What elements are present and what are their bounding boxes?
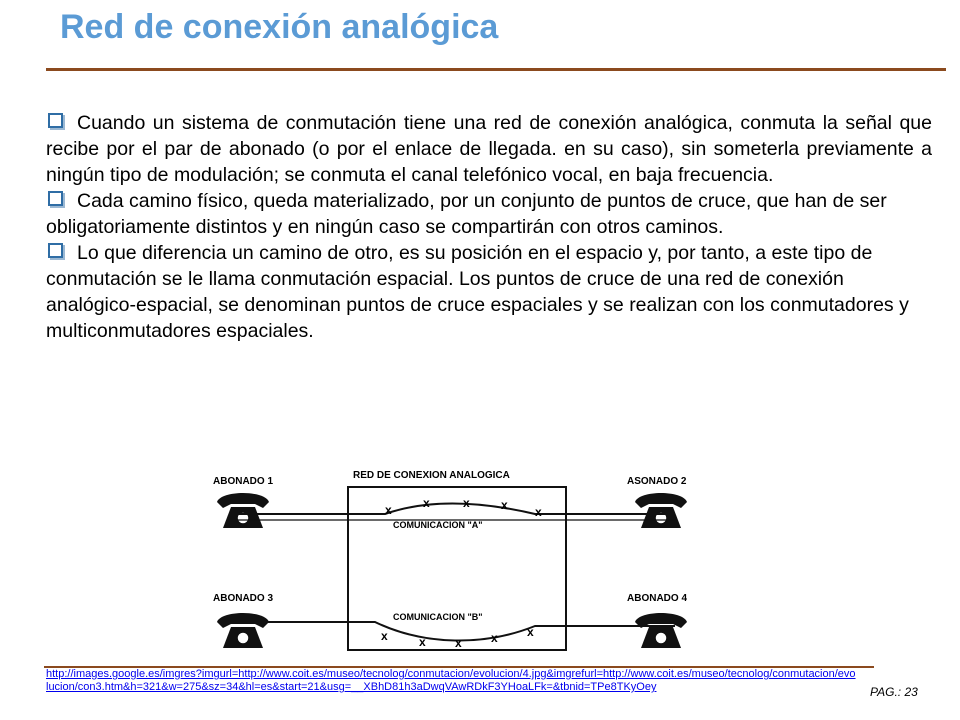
paragraph-1-text: Cuando un sistema de conmutación tiene una red de conexión analógica, conmuta la señal que recibe por el par de abonado (o por el enlace de llegada. en su caso), sin someterla previamente a ningún tipo de modulación; se conmuta el canal telefónico vocal, en baja frecuencia. [46,112,932,186]
crosspoint-marks-a: x [501,498,508,512]
phone-icon [635,613,687,648]
phone-icon [217,613,269,648]
slide-body [46,110,932,344]
slide-title: Red de conexión analógica [60,8,499,46]
crosspoint-marks-a: x [385,503,392,517]
crosspoint-marks-a: x [535,505,542,519]
subscriber-3-label: ABONADO 3 [213,593,274,604]
crosspoint-marks-b: x [527,625,534,639]
crosspoint-marks-b: x [455,636,462,650]
subscriber-1-label: ABONADO 1 [213,476,274,487]
crosspoint-marks-a: x [463,496,470,510]
path-a-line [235,504,675,515]
crosspoint-marks-b: x [491,631,498,645]
subscriber-2-label: ASONADO 2 [627,476,687,487]
analog-network-diagram [195,436,725,666]
checkbox-bullet-icon [48,113,63,128]
checkbox-bullet-icon [48,243,63,258]
comm-a-label: COMUNICACION "A" [393,520,483,530]
paragraph-3 [46,240,932,344]
crosspoint-marks-a: x [423,496,430,510]
paragraph-2 [46,188,932,240]
checkbox-bullet-icon [48,191,63,206]
crosspoint-marks-b: x [419,635,426,649]
title-divider [46,68,946,71]
paragraph-3-text: Lo que diferencia un camino de otro, es su posición en el espacio y, por tanto, a este tipo de conmutación se le llama conmutación espacial. Los puntos de cruce de una red de conexión analógico-espacial, se denominan puntos de cruce espaciales y se realizan con los conmutadores y multiconmutadores espaciales. [46,242,909,342]
network-box-label: RED DE CONEXION ANALOGICA [353,470,510,481]
subscriber-4-label: ABONADO 4 [627,593,688,604]
page-number: PAG.: 23 [870,685,918,699]
crosspoint-marks-b: x [381,629,388,643]
phone-icon [217,493,269,528]
paragraph-2-text: Cada camino físico, queda materializado, por un conjunto de puntos de cruce, que han de ser obligatoriamente distintos y en ningún caso se compartirán con otros caminos. [46,190,887,238]
phone-icon [635,493,687,528]
comm-b-label: COMUNICACION "B" [393,612,483,622]
source-link[interactable]: http://images.google.es/imgres?imgurl=http://www.coit.es/museo/tecnolog/conmutacion/evolucion/4.jpg&imgrefurl=http://www.coit.es/museo/tecnolog/conmutacion/evolucion/con3.htm&h=321&w=275&sz=34&hl=es&start=21&usg=__XBhD81h3aDwqVAwRDkF3YHoaLFk=&tbnid=TPe8TKyOey [46,668,856,693]
paragraph-1 [46,110,932,188]
